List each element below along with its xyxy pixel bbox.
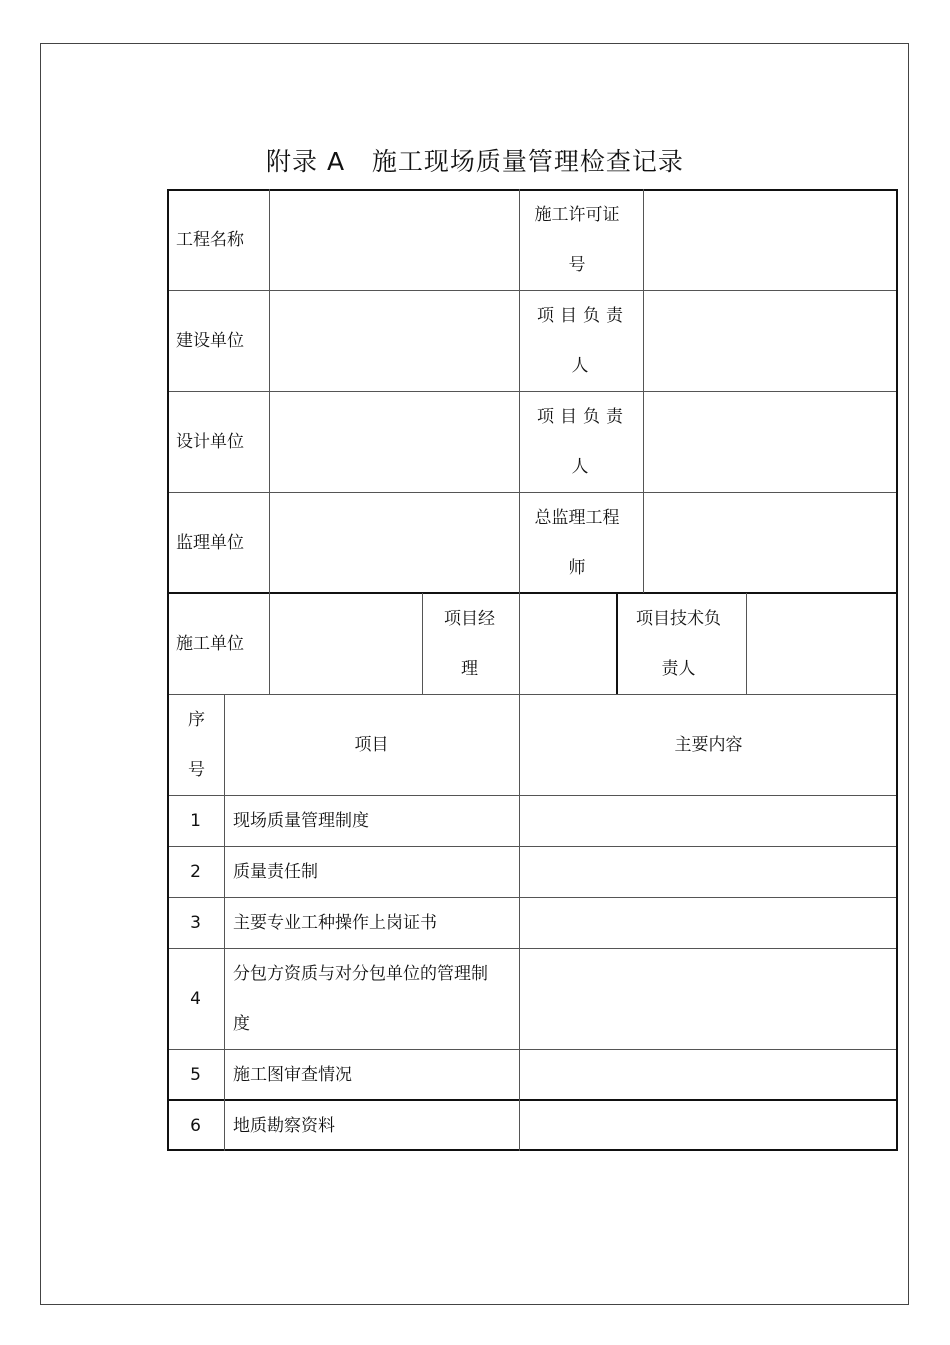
column-header-content: 主要内容	[674, 734, 743, 755]
row-divider	[167, 592, 898, 594]
client-project-lead-label: 项目负责人	[537, 306, 629, 376]
column-header-item: 项目	[354, 734, 389, 755]
item-name: 施工图审查情况	[233, 1064, 352, 1085]
design-unit-label: 设计单位	[176, 431, 244, 452]
chief-supervisor-value[interactable]	[643, 492, 898, 593]
row-divider	[167, 290, 898, 291]
item-content[interactable]	[519, 846, 898, 897]
client-unit-label: 建设单位	[176, 330, 244, 351]
column-divider	[643, 189, 644, 593]
technical-lead-value[interactable]	[746, 593, 898, 694]
project-manager-value[interactable]	[519, 593, 617, 694]
item-number: 3	[190, 912, 201, 933]
item-content[interactable]	[519, 795, 898, 846]
column-header-no: 序号	[188, 710, 205, 780]
chief-supervisor-label: 总监理工程师	[534, 508, 620, 578]
row-divider	[167, 1049, 898, 1050]
project-manager-label: 项目经理	[444, 609, 495, 679]
technical-lead-label: 项目技术负责人	[636, 609, 721, 679]
item-content[interactable]	[519, 1100, 898, 1151]
row-divider	[167, 391, 898, 392]
item-name: 分包方资质与对分包单位的管理制度	[233, 964, 488, 1034]
column-divider	[616, 593, 618, 694]
client-project-lead-value[interactable]	[643, 290, 898, 391]
table-border-bottom	[167, 1149, 898, 1151]
item-content[interactable]	[519, 948, 898, 1049]
column-divider	[746, 593, 747, 694]
row-divider	[167, 948, 898, 949]
row-divider	[167, 694, 898, 695]
item-name: 主要专业工种操作上岗证书	[233, 912, 437, 933]
row-divider	[167, 795, 898, 796]
column-divider	[269, 189, 270, 694]
permit-number-label: 施工许可证号	[534, 205, 620, 275]
table-border-left	[167, 189, 169, 1151]
item-name: 现场质量管理制度	[233, 810, 369, 831]
inspection-record-table	[167, 189, 898, 1151]
column-divider	[224, 694, 225, 1151]
item-number: 4	[190, 988, 201, 1009]
design-unit-value[interactable]	[269, 391, 519, 492]
item-number: 1	[190, 810, 201, 831]
permit-number-value[interactable]	[643, 189, 898, 290]
item-name: 质量责任制	[233, 861, 318, 882]
table-border-right	[896, 189, 898, 1151]
document-title: 附录 A 施工现场质量管理检查记录	[266, 147, 684, 176]
contractor-unit-value[interactable]	[269, 593, 422, 694]
row-divider	[167, 492, 898, 493]
row-divider	[167, 846, 898, 847]
item-name: 地质勘察资料	[233, 1115, 335, 1136]
project-name-label: 工程名称	[176, 229, 244, 250]
client-unit-value[interactable]	[269, 290, 519, 391]
design-project-lead-label: 项目负责人	[537, 407, 629, 477]
item-content[interactable]	[519, 1049, 898, 1100]
column-divider	[519, 189, 520, 1151]
item-number: 5	[190, 1064, 201, 1085]
row-divider	[167, 1099, 898, 1101]
project-name-value[interactable]	[269, 189, 519, 290]
supervision-unit-label: 监理单位	[176, 532, 244, 553]
design-project-lead-value[interactable]	[643, 391, 898, 492]
supervision-unit-value[interactable]	[269, 492, 519, 593]
item-number: 6	[190, 1115, 201, 1136]
row-divider	[167, 897, 898, 898]
contractor-unit-label: 施工单位	[176, 633, 244, 654]
column-divider	[422, 593, 423, 694]
item-number: 2	[190, 861, 201, 882]
item-content[interactable]	[519, 897, 898, 948]
table-border-top	[167, 189, 898, 191]
